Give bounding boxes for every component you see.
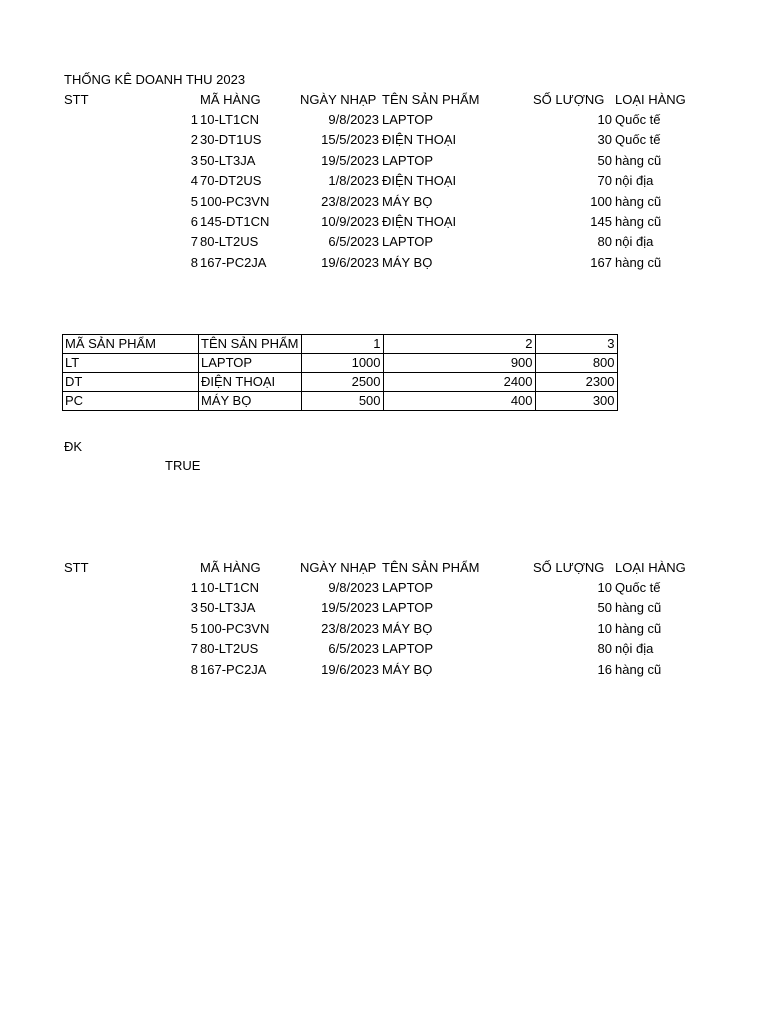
header-loai-hang: LOẠI HÀNG bbox=[615, 92, 686, 107]
so-luong-cell: 80 bbox=[597, 641, 612, 657]
loai-hang-cell: hàng cũ bbox=[615, 661, 662, 677]
filtered-header-loai-hang: LOẠI HÀNG bbox=[615, 560, 686, 575]
filtered-header-stt: STT bbox=[64, 560, 89, 575]
stt-cell: 1 bbox=[190, 112, 198, 127]
stt-cell: 8 bbox=[190, 254, 198, 270]
price-table-header-row bbox=[63, 335, 618, 354]
ngay-nhap-cell: 6/5/2023 bbox=[328, 641, 379, 657]
so-luong-cell: 80 bbox=[597, 234, 612, 250]
price-header-ten: TÊN SẢN PHẨM bbox=[199, 335, 302, 354]
filtered-header-ma-hang: MÃ HÀNG bbox=[200, 560, 261, 575]
price-cell-code: PC bbox=[63, 392, 199, 411]
price-header-2: 2 bbox=[383, 335, 535, 354]
header-stt: STT bbox=[64, 92, 89, 107]
table-row bbox=[0, 193, 768, 213]
ngay-nhap-cell: 15/5/2023 bbox=[321, 132, 379, 148]
so-luong-cell: 10 bbox=[597, 112, 612, 127]
criteria-value: TRUE bbox=[165, 458, 201, 473]
ma-hang-cell: 100-PC3VN bbox=[200, 193, 270, 209]
ten-san-pham-cell: ĐIỆN THOẠI bbox=[382, 173, 457, 189]
stt-cell: 8 bbox=[190, 661, 198, 677]
price-header-ma: MÃ SẢN PHẨM bbox=[63, 335, 199, 354]
ma-hang-cell: 10-LT1CN bbox=[200, 112, 260, 127]
so-luong-cell: 50 bbox=[597, 600, 612, 616]
stt-cell: 1 bbox=[190, 580, 198, 595]
ma-hang-cell: 70-DT2US bbox=[200, 173, 262, 189]
price-table bbox=[62, 334, 618, 411]
ten-san-pham-cell: LAPTOP bbox=[382, 234, 434, 250]
ma-hang-cell: 80-LT2US bbox=[200, 234, 259, 250]
filtered-header-so-luong: SỐ LƯỢNG bbox=[533, 560, 605, 575]
so-luong-cell: 167 bbox=[590, 254, 612, 270]
ten-san-pham-cell: ĐIỆN THOẠI bbox=[382, 214, 457, 229]
price-table-row bbox=[63, 354, 618, 373]
price-cell-3: 800 bbox=[535, 354, 617, 373]
price-cell-code: DT bbox=[63, 373, 199, 392]
ten-san-pham-cell: LAPTOP bbox=[382, 152, 434, 168]
so-luong-cell: 70 bbox=[597, 173, 612, 189]
filtered-table-row bbox=[0, 620, 768, 640]
header-ma-hang: MÃ HÀNG bbox=[200, 92, 261, 107]
so-luong-cell: 145 bbox=[590, 214, 612, 229]
ngay-nhap-cell: 19/6/2023 bbox=[321, 254, 379, 270]
ngay-nhap-cell: 23/8/2023 bbox=[321, 620, 379, 636]
price-cell-2: 2400 bbox=[383, 373, 535, 392]
so-luong-cell: 16 bbox=[597, 661, 612, 677]
loai-hang-cell: Quốc tế bbox=[615, 580, 661, 595]
ten-san-pham-cell: LAPTOP bbox=[382, 641, 434, 657]
ten-san-pham-cell: MÁY BỌ bbox=[382, 620, 433, 636]
price-cell-3: 300 bbox=[535, 392, 617, 411]
filtered-table-row bbox=[0, 579, 768, 599]
header-ten-san-pham: TÊN SẢN PHẨM bbox=[382, 92, 480, 107]
stt-cell: 4 bbox=[190, 173, 198, 189]
ten-san-pham-cell: ĐIỆN THOẠI bbox=[382, 132, 457, 148]
price-cell-name: MÁY BỌ bbox=[199, 392, 302, 411]
stt-cell: 3 bbox=[190, 600, 198, 616]
ma-hang-cell: 80-LT2US bbox=[200, 641, 259, 657]
price-cell-name: LAPTOP bbox=[199, 354, 302, 373]
ngay-nhap-cell: 23/8/2023 bbox=[321, 193, 379, 209]
ma-hang-cell: 167-PC2JA bbox=[200, 254, 267, 270]
filtered-header-ten-san-pham: TÊN SẢN PHẨM bbox=[382, 560, 480, 575]
loai-hang-cell: hàng cũ bbox=[615, 193, 662, 209]
ma-hang-cell: 100-PC3VN bbox=[200, 620, 270, 636]
ma-hang-cell: 50-LT3JA bbox=[200, 152, 256, 168]
ngay-nhap-cell: 1/8/2023 bbox=[328, 173, 379, 189]
stt-cell: 6 bbox=[190, 214, 198, 229]
so-luong-cell: 10 bbox=[597, 580, 612, 595]
loai-hang-cell: nội địa bbox=[615, 641, 654, 657]
table-row bbox=[0, 152, 768, 172]
filtered-table-row bbox=[0, 599, 768, 619]
ngay-nhap-cell: 6/5/2023 bbox=[328, 234, 379, 250]
table-row bbox=[0, 111, 768, 131]
header-so-luong: SỐ LƯỢNG bbox=[533, 92, 605, 107]
price-cell-2: 900 bbox=[383, 354, 535, 373]
ma-hang-cell: 145-DT1CN bbox=[200, 214, 270, 229]
ten-san-pham-cell: MÁY BỌ bbox=[382, 661, 433, 677]
ten-san-pham-cell: LAPTOP bbox=[382, 600, 434, 616]
so-luong-cell: 10 bbox=[597, 620, 612, 636]
so-luong-cell: 100 bbox=[590, 193, 612, 209]
ngay-nhap-cell: 19/6/2023 bbox=[321, 661, 379, 677]
so-luong-cell: 50 bbox=[597, 152, 612, 168]
price-cell-1: 2500 bbox=[301, 373, 383, 392]
criteria-label: ĐK bbox=[64, 439, 83, 454]
price-cell-2: 400 bbox=[383, 392, 535, 411]
ten-san-pham-cell: MÁY BỌ bbox=[382, 254, 433, 270]
loai-hang-cell: hàng cũ bbox=[615, 214, 662, 229]
ngay-nhap-cell: 9/8/2023 bbox=[328, 580, 379, 595]
table-row bbox=[0, 233, 768, 253]
filtered-table-row bbox=[0, 640, 768, 660]
page-title: THỐNG KÊ DOANH THU 2023 bbox=[64, 72, 246, 87]
loai-hang-cell: hàng cũ bbox=[615, 254, 662, 270]
filtered-header-ngay-nhap: NGÀY NHẠP bbox=[300, 560, 377, 575]
ten-san-pham-cell: LAPTOP bbox=[382, 112, 434, 127]
ten-san-pham-cell: MÁY BỌ bbox=[382, 193, 433, 209]
loai-hang-cell: nội địa bbox=[615, 234, 654, 250]
price-cell-code: LT bbox=[63, 354, 199, 373]
table-row bbox=[0, 172, 768, 192]
stt-cell: 2 bbox=[190, 132, 198, 148]
header-ngay-nhap: NGÀY NHẠP bbox=[300, 92, 377, 107]
table-row bbox=[0, 131, 768, 151]
stt-cell: 5 bbox=[190, 620, 198, 636]
price-cell-1: 1000 bbox=[301, 354, 383, 373]
filtered-table-row bbox=[0, 661, 768, 681]
table-row bbox=[0, 254, 768, 274]
stt-cell: 5 bbox=[190, 193, 198, 209]
ngay-nhap-cell: 9/8/2023 bbox=[328, 112, 379, 127]
loai-hang-cell: Quốc tế bbox=[615, 112, 661, 127]
so-luong-cell: 30 bbox=[597, 132, 612, 148]
loai-hang-cell: nội địa bbox=[615, 173, 654, 189]
loai-hang-cell: hàng cũ bbox=[615, 600, 662, 616]
ma-hang-cell: 50-LT3JA bbox=[200, 600, 256, 616]
price-cell-3: 2300 bbox=[535, 373, 617, 392]
price-table-row bbox=[63, 392, 618, 411]
ngay-nhap-cell: 10/9/2023 bbox=[321, 214, 379, 229]
table-row bbox=[0, 213, 768, 233]
loai-hang-cell: hàng cũ bbox=[615, 152, 662, 168]
stt-cell: 3 bbox=[190, 152, 198, 168]
loai-hang-cell: Quốc tế bbox=[615, 132, 661, 148]
stt-cell: 7 bbox=[190, 234, 198, 250]
ma-hang-cell: 30-DT1US bbox=[200, 132, 262, 148]
price-header-1: 1 bbox=[301, 335, 383, 354]
ma-hang-cell: 167-PC2JA bbox=[200, 661, 267, 677]
loai-hang-cell: hàng cũ bbox=[615, 620, 662, 636]
price-table-row bbox=[63, 373, 618, 392]
ngay-nhap-cell: 19/5/2023 bbox=[321, 600, 379, 616]
price-cell-1: 500 bbox=[301, 392, 383, 411]
price-cell-name: ĐIỆN THOẠI bbox=[199, 373, 302, 392]
ten-san-pham-cell: LAPTOP bbox=[382, 580, 434, 595]
ngay-nhap-cell: 19/5/2023 bbox=[321, 152, 379, 168]
stt-cell: 7 bbox=[190, 641, 198, 657]
ma-hang-cell: 10-LT1CN bbox=[200, 580, 260, 595]
price-header-3: 3 bbox=[535, 335, 617, 354]
